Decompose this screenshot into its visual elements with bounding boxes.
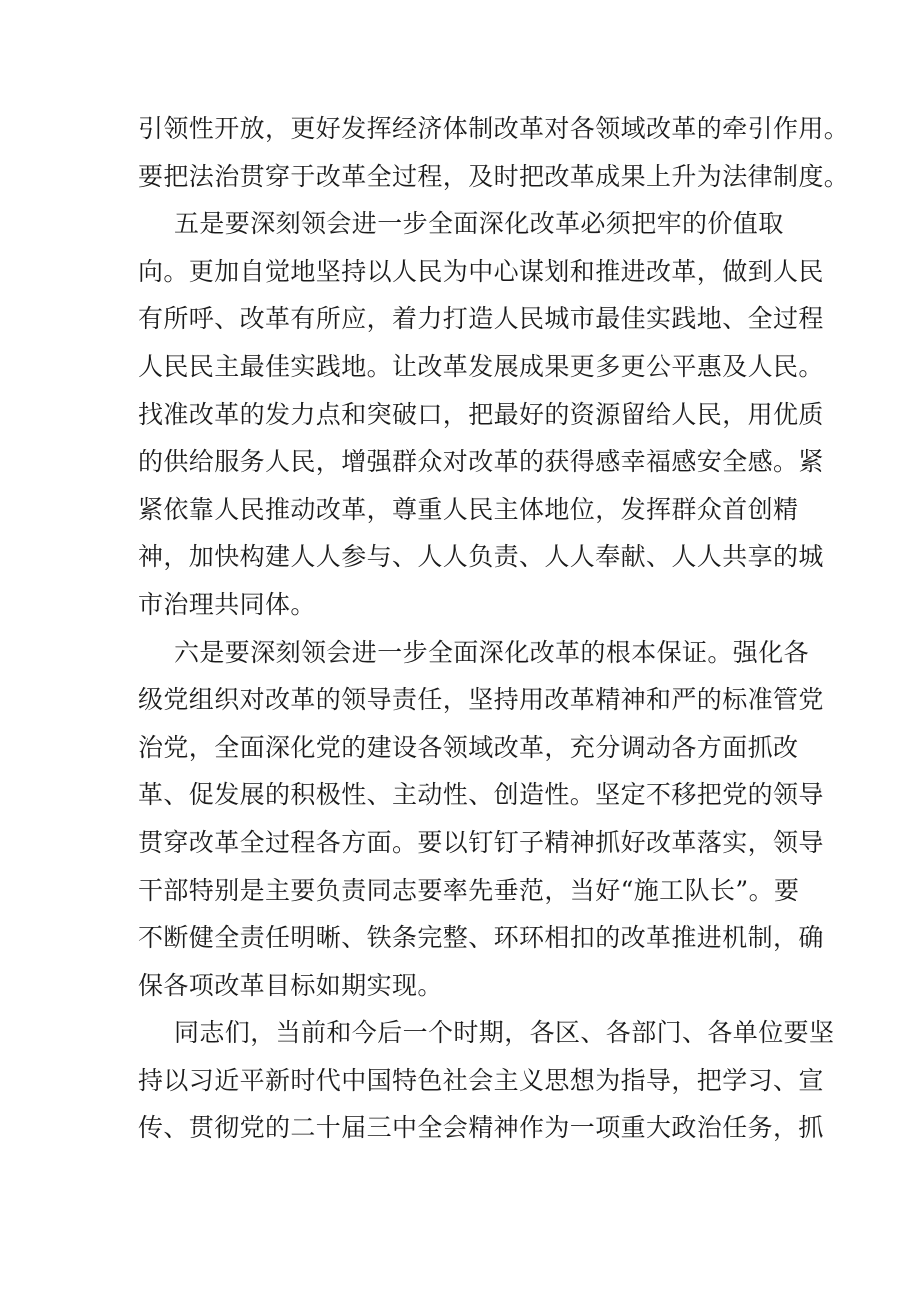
paragraph-line: 要把法治贯穿于改革全过程，及时把改革成果上升为法律制度。 <box>138 161 850 191</box>
paragraph-line: 持以习近平新时代中国特色社会主义思想为指导，把学习、宣 <box>138 1065 824 1095</box>
paragraph-line: 引领性开放，更好发挥经济体制改革对各领域改革的牵引作用。 <box>138 114 850 143</box>
paragraph-line: 向。更加自觉地坚持以人民为中心谋划和推进改革，做到人民 <box>138 256 824 286</box>
paragraph-line: 干部特别是主要负责同志要率先垂范，当好“施工队长”。要 <box>138 875 800 905</box>
paragraph-1 <box>138 105 850 200</box>
paragraph-line: 人民民主最佳实践地。让改革发展成果更多更公平惠及人民。 <box>138 351 824 381</box>
paragraph-line: 六是要深刻领会进一步全面深化改革的根本保证。强化各 <box>174 637 810 667</box>
paragraph-line: 不断健全责任明晰、铁条完整、环环相扣的改革推进机制，确 <box>138 923 824 953</box>
paragraph-line: 神，加快构建人人参与、人人负责、人人奉献、人人共享的城 <box>138 542 824 572</box>
paragraph-line: 市治理共同体。 <box>138 589 316 619</box>
paragraph-line: 保各项改革目标如期实现。 <box>138 970 443 1000</box>
paragraph-line: 传、贯彻党的二十届三中全会精神作为一项重大政治任务，抓 <box>138 1113 824 1143</box>
paragraph-line: 五是要深刻领会进一步全面深化改革必须把牢的价值取 <box>174 209 784 239</box>
paragraph-line: 贯穿改革全过程各方面。要以钉钉子精神抓好改革落实，领导 <box>138 827 824 857</box>
paragraph-line: 同志们，当前和今后一个时期，各区、各部门、各单位要坚 <box>174 1018 835 1048</box>
paragraph-4 <box>138 1009 835 1152</box>
paragraph-line: 级党组织对改革的领导责任，坚持用改革精神和严的标准管党 <box>138 685 824 715</box>
paragraph-line: 的供给服务人民，增强群众对改革的获得感幸福感安全感。紧 <box>138 447 824 477</box>
paragraph-line: 有所呼、改革有所应，着力打造人民城市最佳实践地、全过程 <box>138 304 824 334</box>
paragraph-line: 革、促发展的积极性、主动性、创造性。坚定不移把党的领导 <box>138 780 824 810</box>
paragraph-2 <box>138 200 824 628</box>
paragraph-line: 治党，全面深化党的建设各领域改革，充分调动各方面抓改 <box>138 732 799 762</box>
paragraph-3 <box>138 629 824 1010</box>
paragraph-line: 紧依靠人民推动改革，尊重人民主体地位，发挥群众首创精 <box>138 494 799 524</box>
paragraph-line: 找准改革的发力点和突破口，把最好的资源留给人民，用优质 <box>138 399 824 429</box>
document-body <box>138 105 850 1152</box>
